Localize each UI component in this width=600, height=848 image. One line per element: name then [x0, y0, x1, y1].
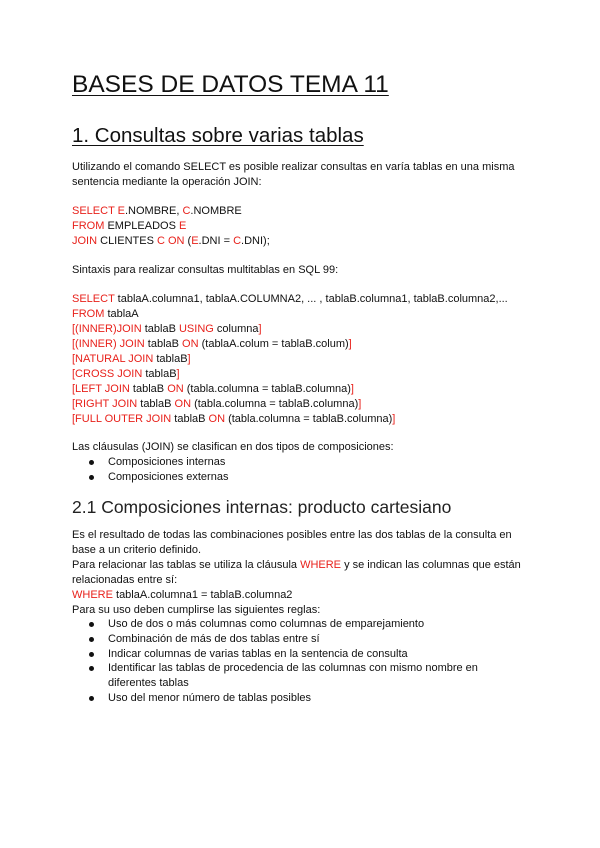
keyword: ON	[208, 413, 226, 425]
code-text: tablaB	[129, 383, 168, 395]
code-text: .DNI);	[241, 235, 270, 247]
intro-line-1: Utilizando el comando SELECT es posible realizar consultas en varía tablas en una misma	[72, 161, 515, 173]
list-item: Uso del menor número de tablas posibles	[108, 692, 312, 704]
keyword: E	[191, 235, 199, 247]
example-line-3	[72, 234, 270, 249]
p2-line-1	[72, 558, 521, 573]
intro-line-2: sentencia mediante la operación JOIN:	[72, 176, 262, 188]
code-text: (tablaA.colum = tablaB.colum)	[198, 338, 349, 350]
where-line	[72, 588, 292, 603]
keyword: C ON	[156, 235, 185, 247]
keyword: JOIN	[72, 235, 98, 247]
keyword: USING	[178, 323, 214, 335]
bullet-icon	[89, 652, 94, 657]
syntax-line-9	[72, 412, 395, 427]
code-text: tablaB	[153, 353, 188, 365]
list-item: Combinación de más de dos tablas entre sí	[108, 633, 320, 645]
code-text: tablaB	[142, 368, 177, 380]
code-text: tablaB	[141, 323, 179, 335]
keyword: [NATURAL JOIN	[72, 353, 154, 365]
keyword: [CROSS JOIN	[72, 368, 143, 380]
bullet-icon	[89, 637, 94, 642]
p2-line-2: relacionadas entre sí:	[72, 574, 178, 586]
syntax-line-5	[72, 352, 191, 367]
keyword: WHERE	[72, 589, 113, 601]
syntax-line-1	[72, 292, 508, 307]
code-text: (	[184, 235, 192, 247]
syntax-line-7	[72, 382, 354, 397]
list-item-continuation: diferentes tablas	[108, 677, 189, 689]
code-text: .NOMBRE	[190, 205, 242, 217]
rules-intro: Para su uso deben cumplirse las siguientes reglas:	[72, 604, 321, 616]
keyword: ]	[392, 413, 396, 425]
body-text: Para relacionar las tablas se utiliza la cláusula	[72, 559, 301, 571]
keyword: ON	[182, 338, 199, 350]
keyword: [FULL OUTER JOIN	[72, 413, 172, 425]
code-text: tablaB	[144, 338, 183, 350]
keyword: ]	[350, 383, 354, 395]
list-item: Composiciones externas	[108, 471, 229, 483]
keyword: [(INNER) JOIN	[72, 338, 145, 350]
keyword: FROM	[72, 308, 105, 320]
keyword: ]	[358, 398, 362, 410]
code-text: .NOMBRE,	[125, 205, 183, 217]
keyword: WHERE	[300, 559, 342, 571]
syntax-line-4	[72, 337, 352, 352]
p1-line-1: Es el resultado de todas las combinaciones posibles entre las dos tablas de la consulta en	[72, 529, 512, 541]
keyword: SELECT E	[72, 205, 125, 217]
bullet-icon	[89, 475, 94, 480]
code-text: .DNI =	[198, 235, 234, 247]
list-item: Indicar columnas de varias tablas en la sentencia de consulta	[108, 648, 408, 660]
keyword: [(INNER)JOIN	[72, 323, 142, 335]
keyword: SELECT	[72, 293, 115, 305]
bullet-icon	[89, 666, 94, 671]
code-text: columna	[213, 323, 259, 335]
keyword: ]	[258, 323, 262, 335]
keyword: ]	[348, 338, 352, 350]
section-2-heading: 2.1 Composiciones internas: producto cartesiano	[72, 497, 452, 517]
clauses-intro: Las cláusulas (JOIN) se clasifican en dos tipos de composiciones:	[72, 441, 394, 453]
syntax-intro: Sintaxis para realizar consultas multitablas en SQL 99:	[72, 264, 339, 276]
syntax-line-8	[72, 397, 361, 412]
keyword: E	[178, 220, 187, 232]
list-item: Uso de dos o más columnas como columnas de emparejamiento	[108, 618, 425, 630]
keyword: C	[182, 205, 191, 217]
keyword: [RIGHT JOIN	[72, 398, 138, 410]
keyword: C	[233, 235, 242, 247]
keyword: ]	[187, 353, 191, 365]
code-text: tablaA.columna1, tablaA.COLUMNA2, ... , tablaB.columna1, tablaB.columna2,...	[114, 293, 508, 305]
code-text: EMPLEADOS	[104, 220, 179, 232]
example-line-1	[72, 204, 242, 219]
code-text: (tabla.columna = tablaB.columna)	[191, 398, 359, 410]
code-text: tablaA.columna1 = tablaB.columna2	[112, 589, 293, 601]
syntax-line-3	[72, 322, 262, 337]
code-text: CLIENTES	[97, 235, 157, 247]
keyword: ON	[167, 383, 184, 395]
keyword: ]	[176, 368, 180, 380]
list-item: Identificar las tablas de procedencia de las columnas con mismo nombre en	[108, 662, 478, 674]
body-text: y se indican las columnas que están	[341, 559, 521, 571]
document-title: BASES DE DATOS TEMA 11	[72, 71, 389, 98]
code-text: tablaA	[104, 308, 139, 320]
p1-line-2: base a un criterio definido.	[72, 544, 202, 556]
example-line-2	[72, 219, 186, 234]
bullet-icon	[89, 622, 94, 627]
code-text: (tabla.columna = tablaB.columna)	[225, 413, 393, 425]
code-text: tablaB	[137, 398, 175, 410]
section-1-heading: 1. Consultas sobre varias tablas	[72, 124, 364, 147]
syntax-line-2	[72, 307, 139, 322]
code-text: (tabla.columna = tablaB.columna)	[183, 383, 351, 395]
keyword: [LEFT JOIN	[72, 383, 130, 395]
bullet-icon	[89, 696, 94, 701]
code-text: tablaB	[171, 413, 209, 425]
keyword: FROM	[72, 220, 105, 232]
bullet-icon	[89, 460, 94, 465]
list-item: Composiciones internas	[108, 456, 226, 468]
syntax-line-6	[72, 367, 180, 382]
keyword: ON	[174, 398, 192, 410]
